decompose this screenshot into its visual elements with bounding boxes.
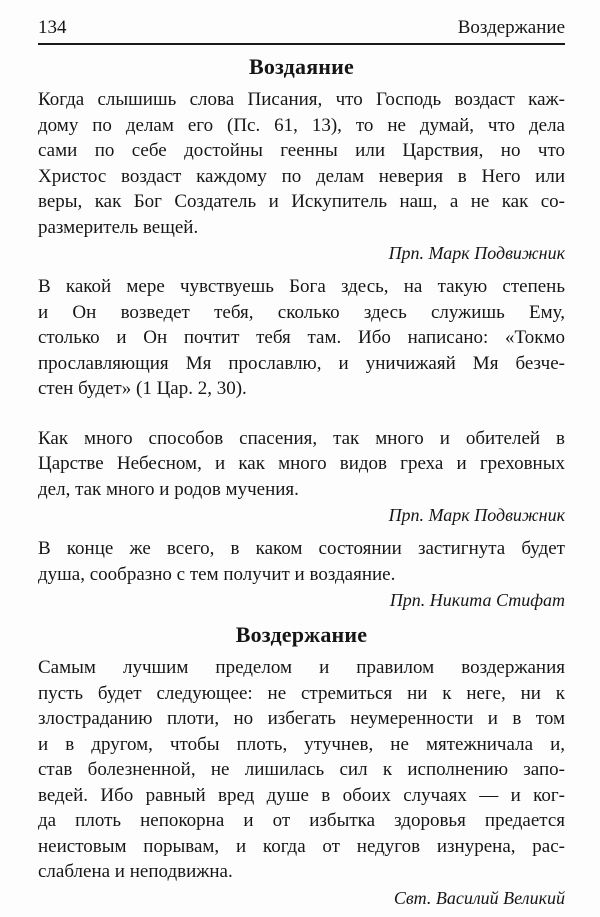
paragraph-line: сами по себе достойны геенны или Царствия, но что xyxy=(38,140,565,161)
section xyxy=(38,53,565,611)
paragraph xyxy=(38,87,565,240)
attribution: Прп. Никита Стифат xyxy=(389,590,565,610)
paragraph-line: размеритель вещей. xyxy=(38,216,199,238)
paragraph-line: В какой мере чувствуешь Бога здесь, на такую степень xyxy=(38,276,565,297)
paragraph-line: Царстве Небесном, и как много видов греха и греховных xyxy=(38,453,565,474)
paragraph-line: Христос воздаст каждому по делам неверия в Него или xyxy=(38,165,565,187)
paragraph-line: неистовым порывам, и когда от недугов изнурена, рас- xyxy=(38,835,565,857)
paragraph-line: злостраданию плоти, но избегать неумеренности и в том xyxy=(38,708,565,729)
paragraph-line: В конце же всего, в каком состоянии застигнута будет xyxy=(38,538,565,559)
paragraph-line: дел, так много и родов мучения. xyxy=(38,478,299,500)
page-number: 134 xyxy=(38,17,67,38)
paragraph xyxy=(38,655,565,885)
paragraph-line: Когда слышишь слова Писания, что Господь воздаст каж- xyxy=(38,89,565,110)
quote-block xyxy=(38,655,565,909)
attribution: Свт. Василий Великий xyxy=(393,887,565,908)
attribution: Прп. Марк Подвижник xyxy=(388,243,565,263)
paragraph xyxy=(38,536,565,587)
quote-block xyxy=(38,274,565,402)
paragraph-line: ведей. Ибо равный вред душе в обоих случаях — и ког- xyxy=(38,784,565,806)
paragraph-line: и Он возведет тебя, сколько здесь служишь Ему, xyxy=(38,301,565,323)
paragraph-line: слаблена и неподвижна. xyxy=(38,861,233,882)
paragraph xyxy=(38,274,565,402)
paragraph-line: прославляющия Мя прославлю, и уничижаяй Мя безче- xyxy=(38,352,565,374)
paragraph-line: веры, как Бог Создатель и Искупитель наш, а не как со- xyxy=(38,191,565,212)
paragraph-line: Самым лучшим пределом и правилом воздержания xyxy=(38,657,565,678)
paragraph-line: Как много способов спасения, так много и обителей в xyxy=(38,427,565,449)
paragraph-line: стен будет» (1 Цар. 2, 30). xyxy=(38,378,247,399)
page-content xyxy=(38,53,565,909)
paragraph xyxy=(38,426,565,503)
section-heading: Воздержание xyxy=(235,622,368,647)
quote-block xyxy=(38,87,565,264)
section xyxy=(38,621,565,909)
quote-block xyxy=(38,426,565,527)
paragraph-line: столько и Он почтит тебя там. Ибо написано: «Токмо xyxy=(38,327,565,348)
paragraph-line: пусть будет следующее: не стремиться ни к неге, ни к xyxy=(38,682,565,704)
quote-block xyxy=(38,536,565,611)
section-heading: Воздаяние xyxy=(248,54,355,79)
attribution: Прп. Марк Подвижник xyxy=(388,505,565,525)
running-header xyxy=(38,16,565,45)
paragraph-line: дому по делам его (Пс. 61, 13), то не думай, что дела xyxy=(38,114,565,136)
paragraph-line: да плоть непокорна и от избытка здоровья предается xyxy=(38,810,565,831)
running-title: Воздержание xyxy=(457,17,565,38)
paragraph-line: став болезненной, не лишилась сил к исполнению запо- xyxy=(38,759,565,780)
paragraph-line: и в другом, чтобы плоть, утучнев, не мятежничала и, xyxy=(38,733,565,755)
paragraph-line: душа, сообразно с тем получит и воздаяние. xyxy=(38,563,396,585)
